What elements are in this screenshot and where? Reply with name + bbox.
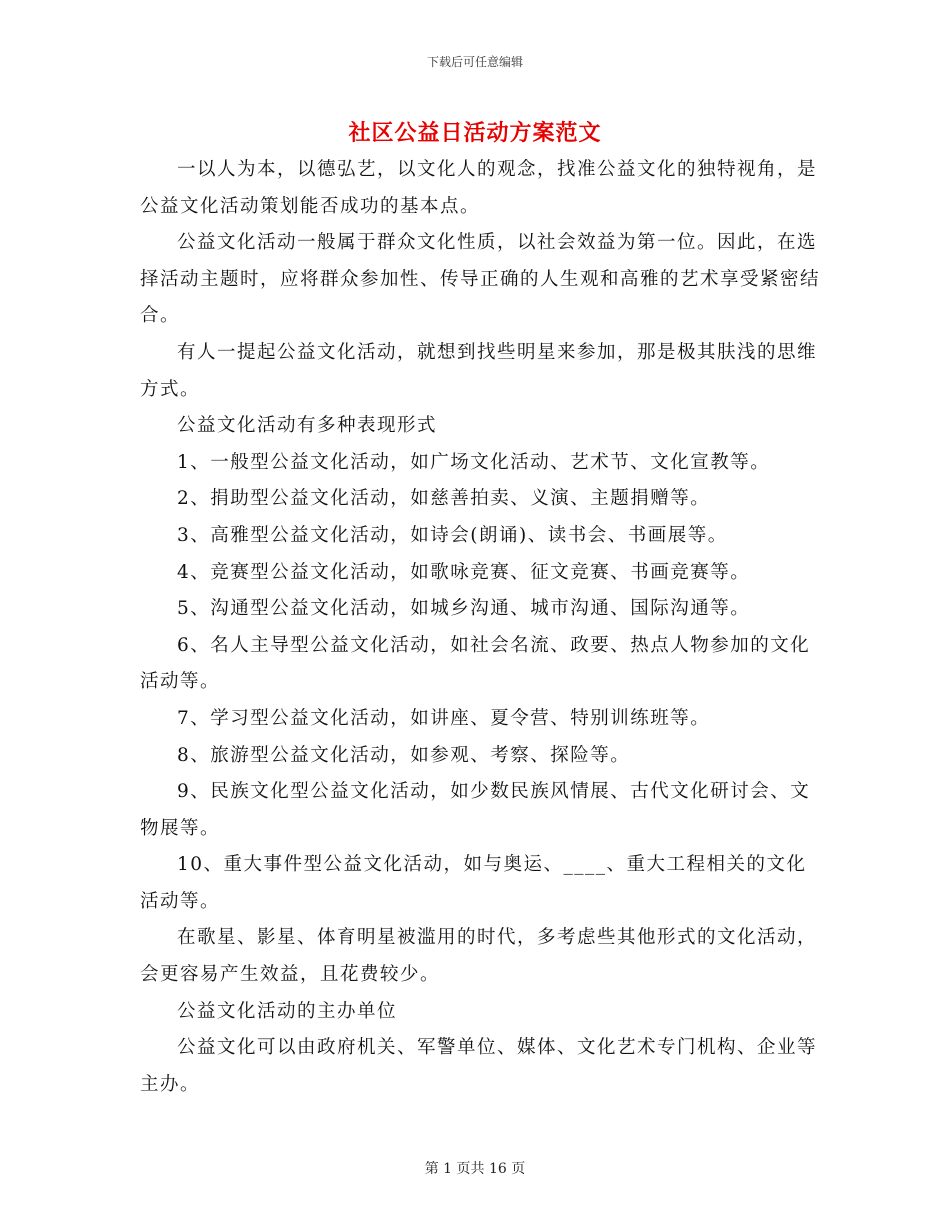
paragraph: 有人一提起公益文化活动，就想到找些明星来参加，那是极其肤浅的思维方式。 xyxy=(140,341,818,400)
paragraph: 一以人为本，以德弘艺，以文化人的观念，找准公益文化的独特视角，是公益文化活动策划能否成功的基本点。 xyxy=(140,159,818,217)
page-header: 下载后可任意编辑 xyxy=(426,55,523,69)
list-item: 4、竞赛型公益文化活动，如歌咏竞赛、征文竞赛、书画竞赛等。 xyxy=(177,561,751,583)
list-item: 1、一般型公益文化活动，如广场文化活动、艺术节、文化宣教等。 xyxy=(177,451,771,473)
list-item: 5、沟通型公益文化活动，如城乡沟通、城市沟通、国际沟通等。 xyxy=(177,598,751,620)
list-item: 7、学习型公益文化活动，如讲座、夏令营、特别训练班等。 xyxy=(177,707,711,729)
list-item: 6、名人主导型公益文化活动，如社会名流、政要、热点人物参加的文化活动等。 xyxy=(140,634,811,693)
paragraph: 公益文化活动有多种表现形式 xyxy=(177,415,438,437)
document-body xyxy=(140,152,820,1103)
page-footer: 第 1 页共 16 页 xyxy=(424,1161,526,1177)
list-item: 2、捐助型公益文化活动，如慈善拍卖、义演、主题捐赠等。 xyxy=(177,488,711,510)
paragraph: 公益文化活动的主办单位 xyxy=(177,1000,398,1022)
paragraph: 公益文化可以由政府机关、军警单位、媒体、文化艺术专门机构、企业等主办。 xyxy=(140,1037,818,1095)
document-title: 社区公益日活动方案范文 xyxy=(348,120,602,146)
list-item: 9、民族文化型公益文化活动，如少数民族风情展、古代文化研讨会、文物展等。 xyxy=(140,781,811,839)
paragraph: 公益文化活动一般属于群众文化性质，以社会效益为第一位。因此，在选择活动主题时，应将群众参加性、传导正确的人生观和高雅的艺术享受紧密结合。 xyxy=(140,232,821,327)
list-item: 10、重大事件型公益文化活动，如与奥运、____、重大工程相关的文化活动等。 xyxy=(140,854,807,912)
list-item: 8、旅游型公益文化活动，如参观、考察、探险等。 xyxy=(177,744,631,766)
list-item: 3、高雅型公益文化活动，如诗会(朗诵)、读书会、书画展等。 xyxy=(177,524,728,546)
paragraph: 在歌星、影星、体育明星被滥用的时代，多考虑些其他形式的文化活动，会更容易产生效益，且花费较少。 xyxy=(140,927,818,986)
